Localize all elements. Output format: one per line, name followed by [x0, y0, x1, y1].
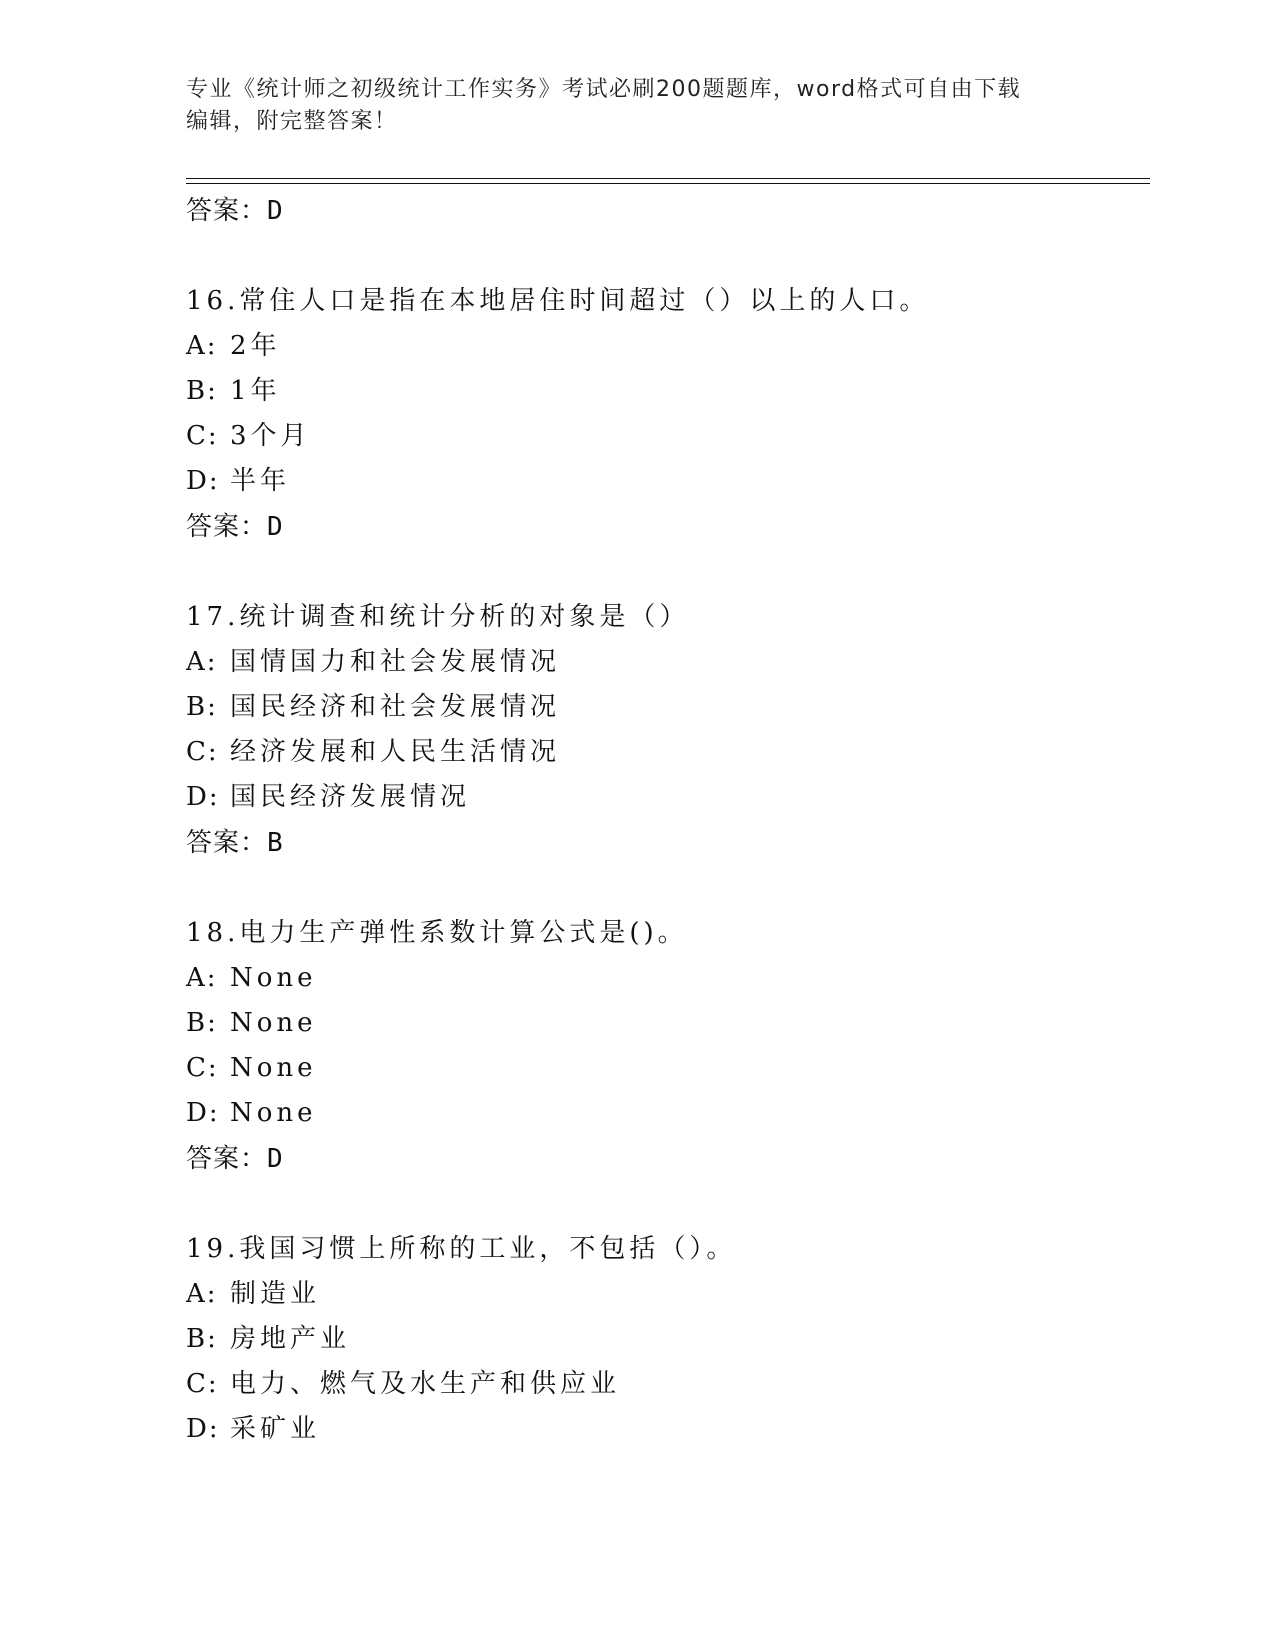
- option-letter: C:: [186, 421, 219, 451]
- answer-value: D: [267, 512, 284, 542]
- question-text: 19.我国习惯上所称的工业，不包括（）。: [186, 1234, 737, 1264]
- question-list: [186, 188, 1146, 1452]
- option-b: [186, 1317, 1146, 1362]
- answer-label: 答案：: [186, 828, 268, 858]
- answer-line: [186, 1136, 1146, 1182]
- option-letter: A:: [186, 963, 218, 993]
- option-text: 房地产业: [230, 1324, 351, 1354]
- answer-line: [186, 820, 1146, 866]
- option-letter: A:: [186, 331, 218, 361]
- option-text: 3个月: [230, 421, 311, 451]
- option-text: None: [230, 1053, 317, 1083]
- answer-line: [186, 188, 1146, 234]
- option-a: [186, 640, 1146, 685]
- option-letter: C:: [186, 1053, 219, 1083]
- option-letter: A:: [186, 647, 218, 677]
- option-letter: C:: [186, 1369, 219, 1399]
- option-a: [186, 1272, 1146, 1317]
- option-d: [186, 459, 1146, 504]
- option-letter: B:: [186, 1008, 218, 1038]
- option-d: [186, 775, 1146, 820]
- document-header: [186, 74, 1086, 138]
- option-letter: D:: [186, 1414, 220, 1444]
- option-d: [186, 1091, 1146, 1136]
- option-letter: A:: [186, 1279, 218, 1309]
- option-text: 电力、燃气及水生产和供应业: [230, 1369, 621, 1399]
- option-text: None: [230, 963, 317, 993]
- option-text: 经济发展和人民生活情况: [230, 737, 561, 767]
- answer-value: B: [267, 828, 284, 858]
- answer-label: 答案：: [186, 196, 268, 226]
- option-letter: D:: [186, 782, 220, 812]
- option-text: 半年: [230, 466, 291, 496]
- option-d: [186, 1407, 1146, 1452]
- question-text: 16.常住人口是指在本地居住时间超过（）以上的人口。: [186, 286, 930, 316]
- option-letter: B:: [186, 692, 218, 722]
- option-b: [186, 685, 1146, 730]
- answer-value: D: [267, 1144, 284, 1174]
- option-c: [186, 414, 1146, 459]
- option-text: None: [230, 1008, 317, 1038]
- option-text: 1年: [230, 376, 281, 406]
- option-letter: B:: [186, 1324, 218, 1354]
- header-divider-top: [186, 178, 1150, 179]
- question-text: 18.电力生产弹性系数计算公式是()。: [186, 918, 688, 948]
- option-a: [186, 324, 1146, 369]
- option-text: 国民经济和社会发展情况: [230, 692, 561, 722]
- option-text: 国情国力和社会发展情况: [230, 647, 561, 677]
- option-text: 采矿业: [230, 1414, 321, 1444]
- option-a: [186, 956, 1146, 1001]
- option-letter: B:: [186, 376, 218, 406]
- answer-value: D: [267, 196, 284, 226]
- question-text: 17.统计调查和统计分析的对象是（）: [186, 602, 690, 632]
- option-text: 制造业: [230, 1279, 321, 1309]
- header-line-1: 专业《统计师之初级统计工作实务》考试必刷200题题库，word格式可自由下载: [186, 77, 1022, 102]
- header-line-2: 编辑，附完整答案！: [186, 109, 398, 134]
- option-letter: C:: [186, 737, 219, 767]
- option-c: [186, 730, 1146, 775]
- option-b: [186, 1001, 1146, 1046]
- option-text: None: [230, 1098, 317, 1128]
- option-text: 2年: [230, 331, 281, 361]
- option-c: [186, 1362, 1146, 1407]
- option-text: 国民经济发展情况: [230, 782, 471, 812]
- option-b: [186, 369, 1146, 414]
- option-letter: D:: [186, 1098, 220, 1128]
- answer-label: 答案：: [186, 1144, 268, 1174]
- answer-line: [186, 504, 1146, 550]
- option-letter: D:: [186, 466, 220, 496]
- answer-label: 答案：: [186, 512, 268, 542]
- header-divider-bottom: [186, 183, 1150, 184]
- option-c: [186, 1046, 1146, 1091]
